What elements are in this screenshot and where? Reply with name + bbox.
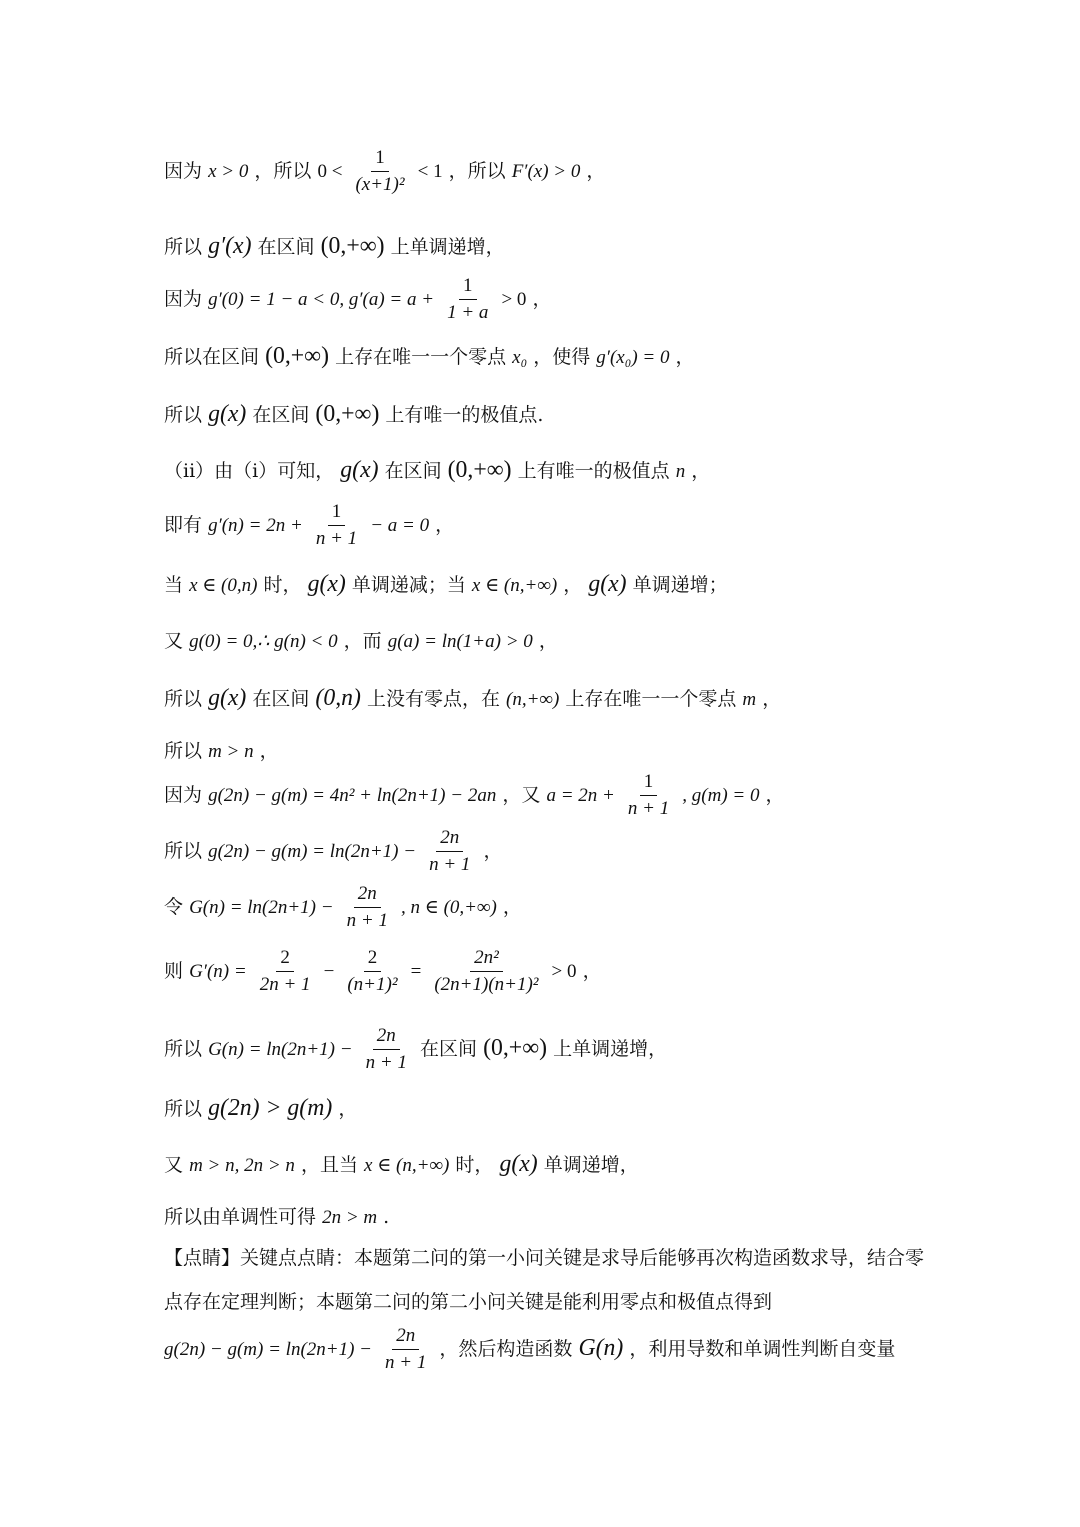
- math: g′(x): [208, 233, 252, 259]
- math: m > n, 2n > n: [189, 1155, 295, 1176]
- math: g(x): [340, 457, 379, 483]
- math: > 0: [551, 960, 577, 982]
- text: ，且当: [300, 1154, 358, 1176]
- numerator: 2n: [392, 1326, 419, 1350]
- numerator: 2n: [354, 884, 381, 908]
- fraction: [624, 772, 673, 820]
- text: 即有: [164, 513, 203, 536]
- denominator: 1 + a: [447, 301, 489, 323]
- text: 在区间: [257, 236, 315, 258]
- text: ，: [483, 839, 503, 862]
- math: g(2n) − g(m) = ln(2n+1) −: [164, 1338, 372, 1360]
- math: x₀: [512, 347, 528, 368]
- math: g(a) = ln(1+a) > 0: [387, 631, 533, 652]
- math: G(n) = ln(2n+1) −: [208, 1038, 353, 1060]
- text: 所以: [164, 839, 203, 862]
- text: 因为: [164, 287, 203, 310]
- denominator: n + 1: [346, 909, 388, 931]
- line-9: [164, 626, 960, 653]
- denominator: n + 1: [315, 527, 358, 549]
- math: g(x): [208, 685, 247, 711]
- math: g(2n) − g(m) = ln(2n+1) −: [208, 840, 417, 862]
- line-10: [164, 684, 960, 711]
- text: 在区间: [252, 404, 310, 426]
- text: ，: [538, 630, 558, 652]
- denominator: (2n+1)(n+1)²: [434, 973, 539, 995]
- math: g(2n) > g(m): [208, 1095, 333, 1121]
- text: 单调递减；当: [351, 574, 466, 596]
- text: 又: [164, 1154, 184, 1176]
- denominator: (x+1)²: [355, 173, 405, 195]
- note-formula-line: [164, 1326, 960, 1374]
- fraction: [312, 502, 361, 550]
- line-17: [164, 1094, 960, 1121]
- line-3: [164, 276, 960, 324]
- math: F′(x) > 0: [511, 160, 581, 182]
- math: < 1: [417, 160, 443, 182]
- denominator: n + 1: [429, 853, 471, 875]
- text: 所以: [164, 688, 203, 710]
- math: G′(n) =: [189, 960, 247, 982]
- text: 时，: [455, 1154, 494, 1176]
- numerator: 2n: [436, 828, 463, 852]
- line-4: [164, 342, 960, 369]
- text: 所以在区间: [164, 346, 260, 368]
- math: g′(0) = 1 − a < 0, g′(a) = a +: [208, 288, 435, 310]
- text: ，: [563, 574, 583, 596]
- math: , g(m) = 0: [682, 784, 760, 806]
- math: x ∈ (n,+∞): [471, 575, 558, 596]
- text: 上单调递增，: [553, 1037, 668, 1060]
- math: x ∈ (n,+∞): [364, 1155, 450, 1176]
- text: 上没有零点，在: [366, 688, 500, 710]
- text: 因为: [164, 783, 203, 806]
- numerator: 1: [459, 276, 477, 300]
- line-6: [164, 456, 960, 483]
- text: ，又: [502, 783, 541, 806]
- text: ，: [259, 740, 279, 762]
- text: 所以: [164, 404, 203, 426]
- numerator: 2: [364, 948, 382, 972]
- text: ，: [586, 159, 606, 182]
- math: g′(x₀) = 0: [596, 347, 670, 368]
- text: 上有唯一的极值点.: [385, 404, 544, 426]
- text: ，: [675, 346, 695, 368]
- math: (n,+∞): [506, 689, 560, 710]
- text: 上有唯一的极值点: [517, 460, 670, 482]
- numerator: 2n²: [470, 948, 503, 972]
- note-text: 关键点点睛：本题第二问的第一小问关键是求导后能够再次构造函数求导，结合零点存在定理判断；本题第二问的第二小问关键是能利用零点和极值点得到: [164, 1247, 925, 1313]
- text: ，: [582, 959, 602, 982]
- math: (0,+∞): [315, 401, 380, 427]
- math: m: [742, 689, 757, 710]
- line-16: [164, 1026, 960, 1074]
- text: 单调递增，: [543, 1154, 639, 1176]
- text: ，: [762, 688, 782, 710]
- text: ，: [338, 1098, 358, 1120]
- math: g(0) = 0,∴ g(n) < 0: [189, 631, 338, 652]
- fraction: [381, 1326, 430, 1374]
- line-12: [164, 772, 960, 820]
- text: .: [383, 1206, 390, 1228]
- math: G(n) = ln(2n+1) −: [189, 896, 334, 918]
- fraction: [343, 884, 392, 932]
- text: 所以: [164, 236, 203, 258]
- fraction: [430, 948, 542, 996]
- line-7: [164, 502, 960, 550]
- math: (0,+∞): [320, 233, 385, 259]
- math: g(2n) − g(m) = 4n² + ln(2n+1) − 2an: [208, 784, 497, 806]
- text: 所以由单调性可得: [164, 1206, 317, 1228]
- math: (0,+∞): [265, 343, 330, 369]
- text: ，所以: [254, 159, 312, 182]
- fraction: [343, 948, 401, 996]
- line-8: [164, 570, 960, 597]
- math: m > n: [208, 741, 254, 762]
- math: x ∈ (0,n): [189, 575, 258, 596]
- denominator: 2n + 1: [259, 973, 311, 995]
- math: n: [675, 461, 686, 482]
- text: 在区间: [252, 688, 310, 710]
- numerator: 2n: [373, 1026, 400, 1050]
- math: (0,+∞): [483, 1034, 548, 1061]
- math: g(x): [208, 401, 247, 427]
- note-tag: 【点睛】: [164, 1247, 241, 1269]
- line-14: [164, 884, 960, 932]
- math: 2n > m: [322, 1207, 378, 1228]
- text: 所以: [164, 1037, 203, 1060]
- math: > 0: [501, 288, 527, 310]
- text: ，: [532, 287, 552, 310]
- text: ，: [691, 460, 711, 482]
- math: g(x): [499, 1151, 538, 1177]
- fraction: [351, 148, 408, 196]
- line-19: [164, 1202, 960, 1229]
- math: −: [323, 960, 335, 982]
- math: G(n): [578, 1334, 624, 1361]
- math: (0,+∞): [447, 457, 512, 483]
- text: 上存在唯一一个零点: [565, 688, 737, 710]
- text: 又: [164, 630, 184, 652]
- text: 时，: [263, 574, 302, 596]
- text: ，利用导数和单调性判断自变量: [629, 1337, 896, 1360]
- math: − a = 0: [370, 514, 430, 536]
- math: a = 2n +: [546, 784, 615, 806]
- denominator: n + 1: [365, 1051, 407, 1073]
- denominator: n + 1: [385, 1351, 427, 1373]
- line-5: [164, 400, 960, 427]
- math: (0,n): [315, 685, 361, 711]
- note-paragraph: [164, 1236, 925, 1324]
- text: 因为: [164, 159, 203, 182]
- text: 所以: [164, 1098, 203, 1120]
- text: （ii）由（i）可知，: [164, 460, 335, 482]
- text: ，而: [343, 630, 382, 652]
- fraction: [425, 828, 474, 876]
- math: x > 0: [208, 160, 249, 182]
- text: ，使得: [533, 346, 591, 368]
- text: ，然后构造函数: [439, 1337, 573, 1360]
- fraction: [256, 948, 315, 996]
- math: g′(n) = 2n +: [208, 514, 303, 536]
- text: 单调递增；: [632, 574, 728, 596]
- math: 0 <: [317, 160, 343, 182]
- line-1: [164, 148, 960, 196]
- math: g(x): [307, 571, 346, 597]
- text: 在区间: [384, 460, 442, 482]
- line-15: [164, 948, 960, 996]
- text: ，: [502, 895, 522, 918]
- line-2: [164, 232, 960, 259]
- text: 上存在唯一一个零点: [335, 346, 507, 368]
- line-11: [164, 736, 960, 763]
- line-18: [164, 1150, 960, 1177]
- denominator: (n+1)²: [347, 973, 398, 995]
- math: g(x): [588, 571, 627, 597]
- fraction: [443, 276, 492, 324]
- line-13: [164, 828, 960, 876]
- numerator: 1: [371, 148, 389, 172]
- text: ，: [435, 513, 455, 536]
- text: 当: [164, 574, 184, 596]
- numerator: 1: [328, 502, 346, 526]
- fraction: [362, 1026, 411, 1074]
- text: 则: [164, 959, 184, 982]
- text: 上单调递增，: [390, 236, 505, 258]
- text: ，所以: [448, 159, 506, 182]
- numerator: 1: [640, 772, 658, 796]
- text: 令: [164, 895, 184, 918]
- text: 所以: [164, 740, 203, 762]
- text: 在区间: [420, 1037, 478, 1060]
- denominator: n + 1: [627, 797, 670, 819]
- numerator: 2: [276, 948, 294, 972]
- math: , n ∈ (0,+∞): [401, 896, 497, 918]
- math: =: [410, 960, 422, 982]
- text: ，: [765, 783, 785, 806]
